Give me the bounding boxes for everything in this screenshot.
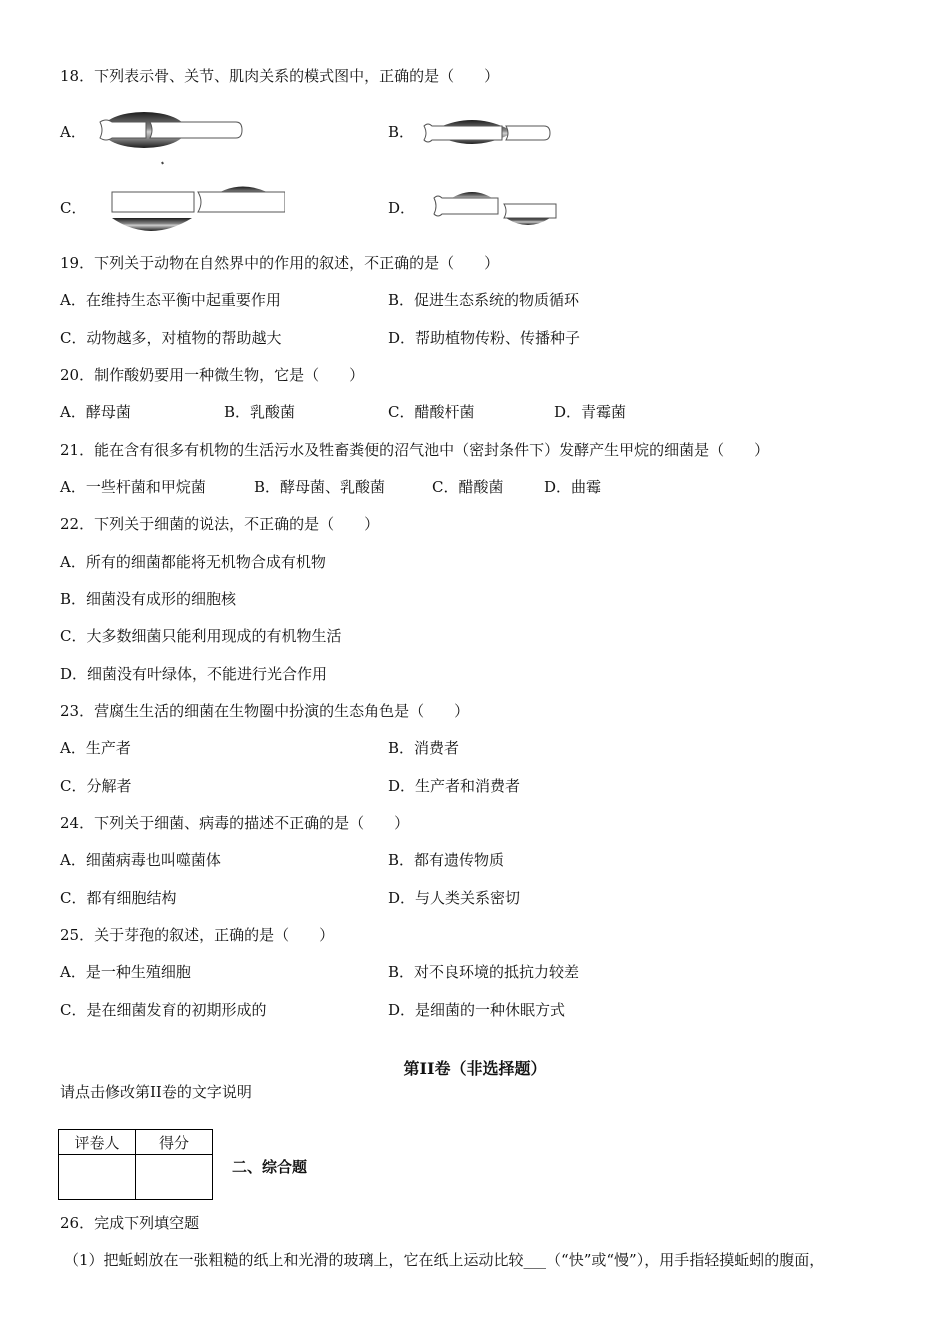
q20-option-a[interactable]: A．酵母菌 <box>60 403 131 421</box>
q25-option-d[interactable]: D．是细菌的一种休眠方式 <box>388 1001 566 1019</box>
q25-option-b[interactable]: B．对不良环境的抵抗力较差 <box>388 963 580 981</box>
q21-option-c[interactable]: C．醋酸菌 <box>432 478 504 496</box>
q20-option-c[interactable]: C．醋酸杆菌 <box>388 403 475 421</box>
q23-option-c[interactable]: C．分解者 <box>60 777 132 795</box>
q26-stem: 26．完成下列填空题 <box>60 1214 200 1232</box>
q25-option-c[interactable]: C．是在细菌发育的初期形成的 <box>60 1001 267 1019</box>
q23-option-b[interactable]: B．消费者 <box>388 739 460 757</box>
q22-option-d[interactable]: D．细菌没有叶绿体，不能进行光合作用 <box>60 665 328 683</box>
q22-option-a[interactable]: A．所有的细菌都能将无机物合成有机物 <box>60 553 326 571</box>
q20-option-b[interactable]: B．乳酸菌 <box>224 403 296 421</box>
q18-stem: 18．下列表示骨、关节、肌肉关系的模式图中，正确的是（ ） <box>60 67 500 85</box>
q26-sub1: （1）把蚯蚓放在一张粗糙的纸上和光滑的玻璃上，它在纸上运动比较___（“快”或“慢”），用手指轻摸蚯蚓的腹面， <box>64 1251 825 1269</box>
q18-option-d-label[interactable]: D． <box>388 199 416 217</box>
q18-option-c-label[interactable]: C． <box>60 199 87 217</box>
q21-option-b[interactable]: B．酵母菌、乳酸菌 <box>254 478 386 496</box>
q19-option-d[interactable]: D．帮助植物传粉、传播种子 <box>388 329 581 347</box>
bone-muscle-figure-d <box>432 184 560 236</box>
q20-option-d[interactable]: D．青霉菌 <box>554 403 627 421</box>
q24-option-a[interactable]: A．细菌病毒也叫噬菌体 <box>60 851 221 869</box>
grader-header: 评卷人 <box>59 1130 136 1155</box>
q22-stem: 22．下列关于细菌的说法，不正确的是（ ） <box>60 515 380 533</box>
q25-stem: 25．关于芽孢的叙述，正确的是（ ） <box>60 926 335 944</box>
q21-option-d[interactable]: D．曲霉 <box>544 478 602 496</box>
q25-option-a[interactable]: A．是一种生殖细胞 <box>60 963 191 981</box>
section-2-title: 第II卷（非选择题） <box>403 1059 547 1078</box>
score-header: 得分 <box>136 1130 213 1155</box>
q19-option-b[interactable]: B．促进生态系统的物质循环 <box>388 291 580 309</box>
bone-muscle-figure-b <box>422 110 552 156</box>
q22-option-c[interactable]: C．大多数细菌只能利用现成的有机物生活 <box>60 627 342 645</box>
grader-score-table <box>58 1129 213 1200</box>
q23-option-d[interactable]: D．生产者和消费者 <box>388 777 521 795</box>
q22-option-b[interactable]: B．细菌没有成形的细胞核 <box>60 590 237 608</box>
bone-muscle-figure-a <box>96 108 246 166</box>
q21-option-a[interactable]: A．一些杆菌和甲烷菌 <box>60 478 206 496</box>
q24-option-c[interactable]: C．都有细胞结构 <box>60 889 177 907</box>
grader-cell[interactable] <box>59 1155 136 1200</box>
q18-option-b-label[interactable]: B． <box>388 123 415 141</box>
bone-muscle-figure-c <box>110 178 285 244</box>
q19-stem: 19．下列关于动物在自然界中的作用的叙述，不正确的是（ ） <box>60 254 500 272</box>
section-2-heading: 二、综合题 <box>232 1158 308 1176</box>
q24-stem: 24．下列关于细菌、病毒的描述不正确的是（ ） <box>60 814 410 832</box>
q23-stem: 23．营腐生生活的细菌在生物圈中扮演的生态角色是（ ） <box>60 702 470 720</box>
q24-option-b[interactable]: B．都有遗传物质 <box>388 851 505 869</box>
q24-option-d[interactable]: D．与人类关系密切 <box>388 889 521 907</box>
q19-option-a[interactable]: A．在维持生态平衡中起重要作用 <box>60 291 281 309</box>
score-cell[interactable] <box>136 1155 213 1200</box>
q19-option-c[interactable]: C．动物越多，对植物的帮助越大 <box>60 329 282 347</box>
q18-option-a-label[interactable]: A． <box>60 123 86 141</box>
q20-stem: 20．制作酸奶要用一种微生物，它是（ ） <box>60 366 365 384</box>
q21-stem: 21．能在含有很多有机物的生活污水及牲畜粪便的沼气池中（密封条件下）发酵产生甲烷的细菌是（ ） <box>60 441 770 459</box>
q23-option-a[interactable]: A．生产者 <box>60 739 131 757</box>
section-2-note[interactable]: 请点击修改第II卷的文字说明 <box>60 1083 252 1101</box>
